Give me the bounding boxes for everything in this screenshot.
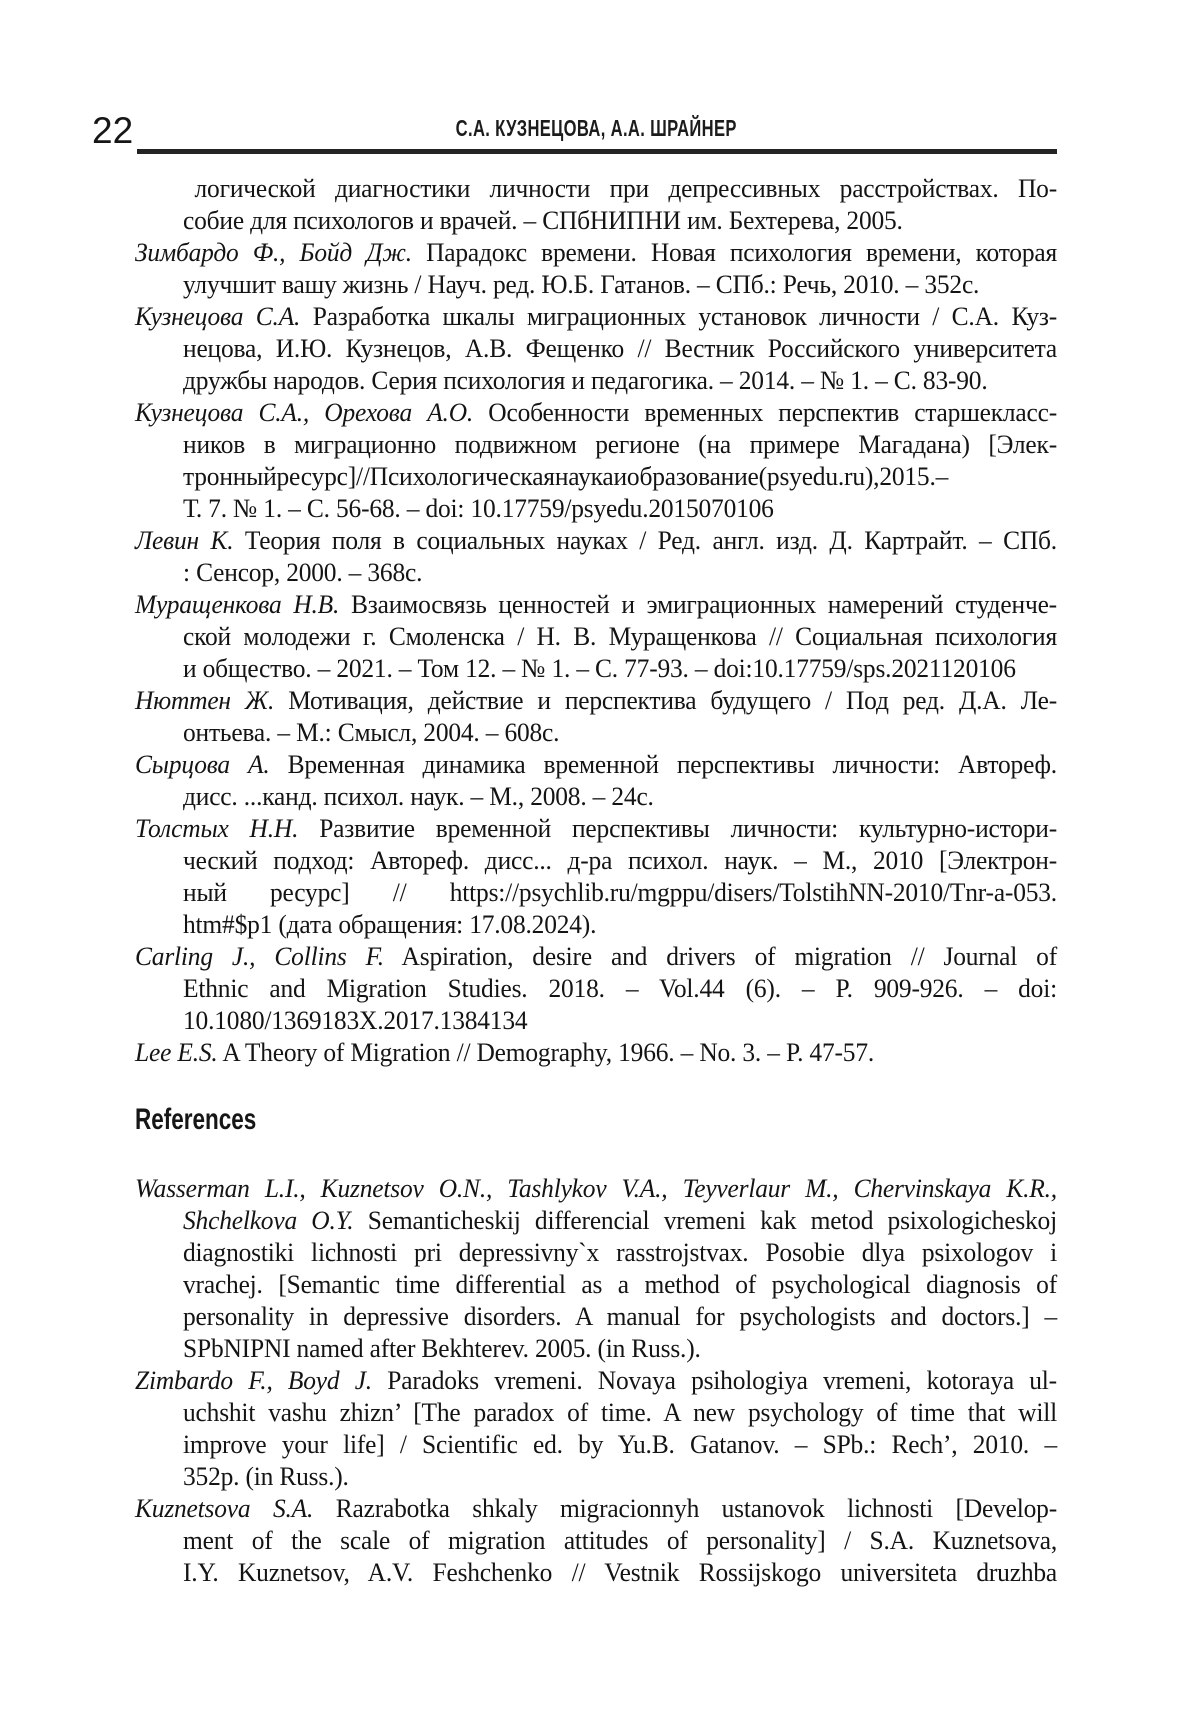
bib-line: : Сенсор, 2000. – 368с. xyxy=(183,557,423,587)
bib-line xyxy=(135,1172,1057,1204)
bib-line: Carling J., Collins F. Aspiration, desire and drivers of migration // Journal of xyxy=(135,941,1057,971)
bibliography-entry xyxy=(135,300,1057,396)
bib-line: 10.1080/1369183X.2017.1384134 xyxy=(183,1005,528,1035)
bib-line: онтьева. – М.: Смысл, 2004. – 608с. xyxy=(183,717,560,747)
bibliography-entry xyxy=(135,172,1057,236)
bib-line: дружбы народов. Серия психология и педагогика. – 2014. – № 1. – С. 83-90. xyxy=(183,365,988,395)
bibliography-entry xyxy=(135,1172,1057,1364)
bibliography-entry xyxy=(135,396,1057,524)
author-names: Shchelkova O.Y. xyxy=(183,1205,354,1235)
bib-line: Kuznetsova S.A. Razrabotka shkaly migracionnyh ustanovok lichnosti [Develop- xyxy=(135,1493,1057,1523)
author-names: Lee E.S. xyxy=(135,1037,218,1067)
author-names: Сырцова А. xyxy=(135,749,270,779)
bib-line: diagnostiki lichnosti pri depressivny`x rasstrojstvax. Posobie dlya psixologov i xyxy=(183,1237,1057,1267)
bib-line: нецова, И.Ю. Кузнецов, А.В. Фещенко // Вестник Российского университета xyxy=(183,333,1057,363)
bib-line: uchshit vashu zhizn’ [The paradox of time. A new psychology of time that will xyxy=(183,1397,1057,1427)
header-rule xyxy=(137,149,1057,154)
bibliography-entry xyxy=(135,1036,1057,1068)
bibliography-entry xyxy=(135,1364,1057,1492)
references-heading xyxy=(135,1103,297,1137)
bib-line: тронныйресурс]//Психологическаянаукаиобразование(psyedu.ru),2015.– xyxy=(183,461,949,491)
bib-line: ников в миграционно подвижном регионе (на примере Магадана) [Элек- xyxy=(183,429,1057,459)
bib-line: ской молодежи г. Смоленска / Н. В. Муращенкова // Социальная психология xyxy=(183,621,1057,651)
bibliography-entry xyxy=(135,748,1057,812)
bibliography-entry xyxy=(135,236,1057,300)
bib-line: ный ресурс] // https://psychlib.ru/mgppu/disers/TolstihNN-2010/Tnr-a-053. xyxy=(183,877,1057,907)
author-names: Kuznetsova S.A. xyxy=(135,1493,314,1523)
bib-line: логической диагностики личности при депрессивных расстройствах. По- xyxy=(194,173,1057,203)
author-names: Кузнецова С.А., Орехова А.О. xyxy=(135,397,474,427)
author-names: Zimbardo F., Boyd J. xyxy=(135,1365,372,1395)
author-names: Кузнецова С.А. xyxy=(135,301,301,331)
bib-line: дисс. ...канд. психол. наук. – М., 2008. – 24с. xyxy=(183,781,654,811)
bib-line: I.Y. Kuznetsov, A.V. Feshchenko // Vestnik Rossijskogo universiteta druzhba xyxy=(183,1557,1057,1587)
bib-line: Нюттен Ж. Мотивация, действие и перспектива будущего / Под ред. Д.А. Ле- xyxy=(135,685,1057,715)
bib-line: improve your life] / Scientific ed. by Yu.B. Gatanov. – SPb.: Rech’, 2010. – xyxy=(183,1429,1057,1459)
author-names: Wasserman L.I., Kuznetsov O.N., Tashlykov V.A., Teyverlaur M., Chervinskaya K.R., xyxy=(135,1173,1057,1203)
bib-line: ment of the scale of migration attitudes of personality] / S.A. Kuznetsova, xyxy=(183,1525,1057,1555)
bibliography-entry xyxy=(135,940,1057,1036)
bib-line: Толстых Н.Н. Развитие временной перспективы личности: культурно-истори- xyxy=(135,813,1057,843)
bib-line: Lee E.S. A Theory of Migration // Demography, 1966. – No. 3. – P. 47-57. xyxy=(135,1037,875,1067)
running-header-text: С.А. КУЗНЕЦОВА, А.А. ШРАЙНЕР xyxy=(455,115,737,141)
bibliography-entry xyxy=(135,812,1057,940)
bib-line: Кузнецова С.А., Орехова А.О. Особенности временных перспектив старшекласс- xyxy=(135,397,1057,427)
bibliography-entry xyxy=(135,588,1057,684)
bib-line: Сырцова А. Временная динамика временной перспективы личности: Автореф. xyxy=(135,749,1057,779)
bib-line: Т. 7. № 1. – С. 56-68. – doi: 10.17759/psyedu.2015070106 xyxy=(183,493,774,523)
author-names: Муращенкова Н.В. xyxy=(135,589,340,619)
bib-line: улучшит вашу жизнь / Науч. ред. Ю.Б. Гатанов. – СПб.: Речь, 2010. – 352с. xyxy=(183,269,980,299)
bib-line: и общество. – 2021. – Том 12. – № 1. – С. 77-93. – doi:10.17759/sps.2021120106 xyxy=(183,653,1016,683)
bib-line: Муращенкова Н.В. Взаимосвязь ценностей и эмиграционных намерений студенче- xyxy=(135,589,1057,619)
references-heading-text: References xyxy=(135,1103,257,1136)
bibliography-entry xyxy=(135,1492,1057,1588)
bib-line: Левин К. Теория поля в социальных науках / Ред. англ. изд. Д. Картрайт. – СПб. xyxy=(135,525,1057,555)
references-transliterated-section xyxy=(135,1172,1057,1588)
bibliography-entry xyxy=(135,684,1057,748)
bib-line: vrachej. [Semantic time differential as a method of psychological diagnosis of xyxy=(183,1269,1057,1299)
bib-line: собие для психологов и врачей. – СПбНИПНИ им. Бехтерева, 2005. xyxy=(183,205,903,235)
author-names: Carling J., Collins F. xyxy=(135,941,384,971)
bib-line: Zimbardo F., Boyd J. Paradoks vremeni. Novaya psihologiya vremeni, kotoraya ul- xyxy=(135,1365,1057,1395)
bibliography-entry xyxy=(135,524,1057,588)
running-header xyxy=(135,115,1057,142)
bibliography-russian-section xyxy=(135,172,1057,1068)
author-names: Зимбардо Ф., Бойд Дж. xyxy=(135,237,412,267)
bib-line: Зимбардо Ф., Бойд Дж. Парадокс времени. Новая психология времени, которая xyxy=(135,237,1057,267)
bib-line: htm#$p1 (дата обращения: 17.08.2024). xyxy=(183,909,597,939)
author-names: Толстых Н.Н. xyxy=(135,813,299,843)
bib-line: 352p. (in Russ.). xyxy=(183,1461,349,1491)
page-number: 22 xyxy=(92,110,134,151)
bib-line: personality in depressive disorders. A manual for psychologists and doctors.] – xyxy=(183,1301,1057,1331)
author-names: Нюттен Ж. xyxy=(135,685,275,715)
bib-line: SPbNIPNI named after Bekhterev. 2005. (in Russ.). xyxy=(183,1333,701,1363)
author-names: Левин К. xyxy=(135,525,234,555)
bib-line: Ethnic and Migration Studies. 2018. – Vol.44 (6). – P. 909-926. – doi: xyxy=(183,973,1057,1003)
bib-line: ческий подход: Автореф. дисс... д-ра психол. наук. – М., 2010 [Электрон- xyxy=(183,845,1057,875)
bib-line: Кузнецова С.А. Разработка шкалы миграционных установок личности / С.А. Куз- xyxy=(135,301,1057,331)
bib-line: Shchelkova O.Y. Semanticheskij differencial vremeni kak metod psixologicheskoj xyxy=(183,1205,1057,1235)
